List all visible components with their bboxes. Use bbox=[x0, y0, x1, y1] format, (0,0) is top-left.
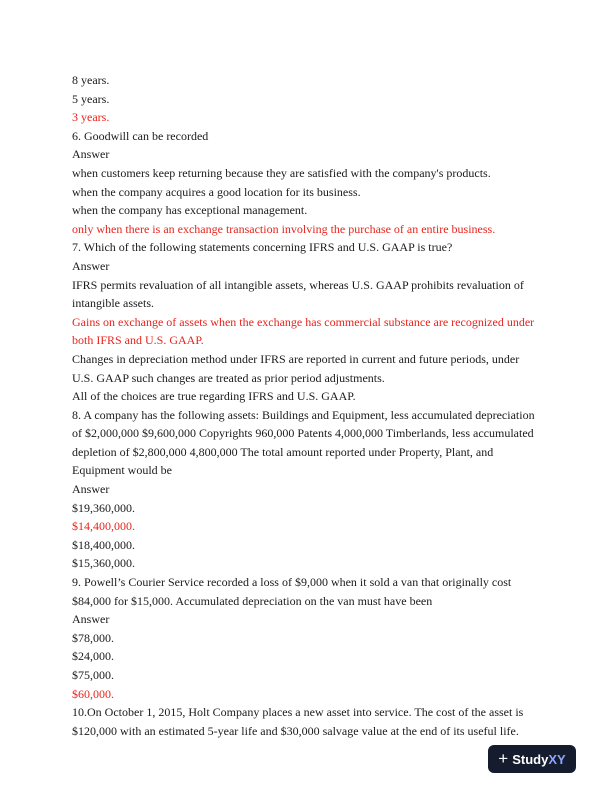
text-line: IFRS permits revaluation of all intangible assets, whereas U.S. GAAP prohibits revaluation of bbox=[72, 277, 524, 292]
text-line: 10.On October 1, 2015, Holt Company places a new asset into service. The cost of the asset is bbox=[72, 705, 524, 720]
text-line: 5 years. bbox=[72, 91, 110, 106]
text-line: when the company has exceptional management. bbox=[72, 203, 308, 218]
text-line: when customers keep returning because they are satisfied with the company's products. bbox=[72, 165, 491, 180]
text-line: $78,000. bbox=[72, 630, 114, 645]
correct-answer-line: only when there is an exchange transaction involving the purchase of an entire business. bbox=[72, 221, 496, 236]
plus-icon: + bbox=[498, 749, 509, 768]
text-line: Answer bbox=[72, 258, 110, 273]
text-line: Answer bbox=[72, 612, 110, 627]
correct-answer-line: $14,400,000. bbox=[72, 519, 135, 534]
studyxy-logo bbox=[488, 745, 576, 773]
text-line: U.S. GAAP such changes are treated as prior period adjustments. bbox=[72, 370, 385, 385]
text-line: $120,000 with an estimated 5-year life and $30,000 salvage value at the end of its useful life. bbox=[72, 723, 519, 738]
logo-text-main: Study bbox=[512, 751, 549, 767]
text-line: 9. Powell’s Courier Service recorded a loss of $9,000 when it sold a van that originally cost bbox=[72, 575, 512, 590]
text-line: Answer bbox=[72, 147, 110, 162]
text-line: when the company acquires a good location for its business. bbox=[72, 184, 361, 199]
text-line: All of the choices are true regarding IFRS and U.S. GAAP. bbox=[72, 389, 356, 404]
text-line: depletion of $2,800,000 4,800,000 The total amount reported under Property, Plant, and bbox=[72, 444, 494, 459]
document-body bbox=[72, 71, 542, 740]
text-line: 7. Which of the following statements concerning IFRS and U.S. GAAP is true? bbox=[72, 240, 453, 255]
text-line: $15,360,000. bbox=[72, 556, 135, 571]
text-line: Equipment would be bbox=[72, 463, 172, 478]
logo-text-accent: XY bbox=[548, 751, 566, 767]
text-line: 8. A company has the following assets: Buildings and Equipment, less accumulated depreciation bbox=[72, 407, 535, 422]
text-line: 6. Goodwill can be recorded bbox=[72, 128, 209, 143]
text-line: $18,400,000. bbox=[72, 537, 135, 552]
text-line: $19,360,000. bbox=[72, 500, 135, 515]
correct-answer-line: both IFRS and U.S. GAAP. bbox=[72, 333, 204, 348]
logo-text bbox=[512, 752, 565, 767]
text-line: Answer bbox=[72, 482, 110, 497]
correct-answer-line: Gains on exchange of assets when the exchange has commercial substance are recognized under bbox=[72, 314, 535, 329]
text-line: $75,000. bbox=[72, 668, 114, 682]
text-line: $84,000 for $15,000. Accumulated depreciation on the van must have been bbox=[72, 593, 433, 608]
correct-answer-line: 3 years. bbox=[72, 110, 110, 125]
text-line: Changes in depreciation method under IFRS are reported in current and future periods, under bbox=[72, 351, 520, 366]
text-line: intangible assets. bbox=[72, 296, 154, 311]
text-line: 8 years. bbox=[72, 73, 110, 87]
correct-answer-line: $60,000. bbox=[72, 686, 114, 701]
text-line: of $2,000,000 $9,600,000 Copyrights 960,000 Patents 4,000,000 Timberlands, less accumulated bbox=[72, 426, 534, 441]
text-line: $24,000. bbox=[72, 649, 114, 664]
